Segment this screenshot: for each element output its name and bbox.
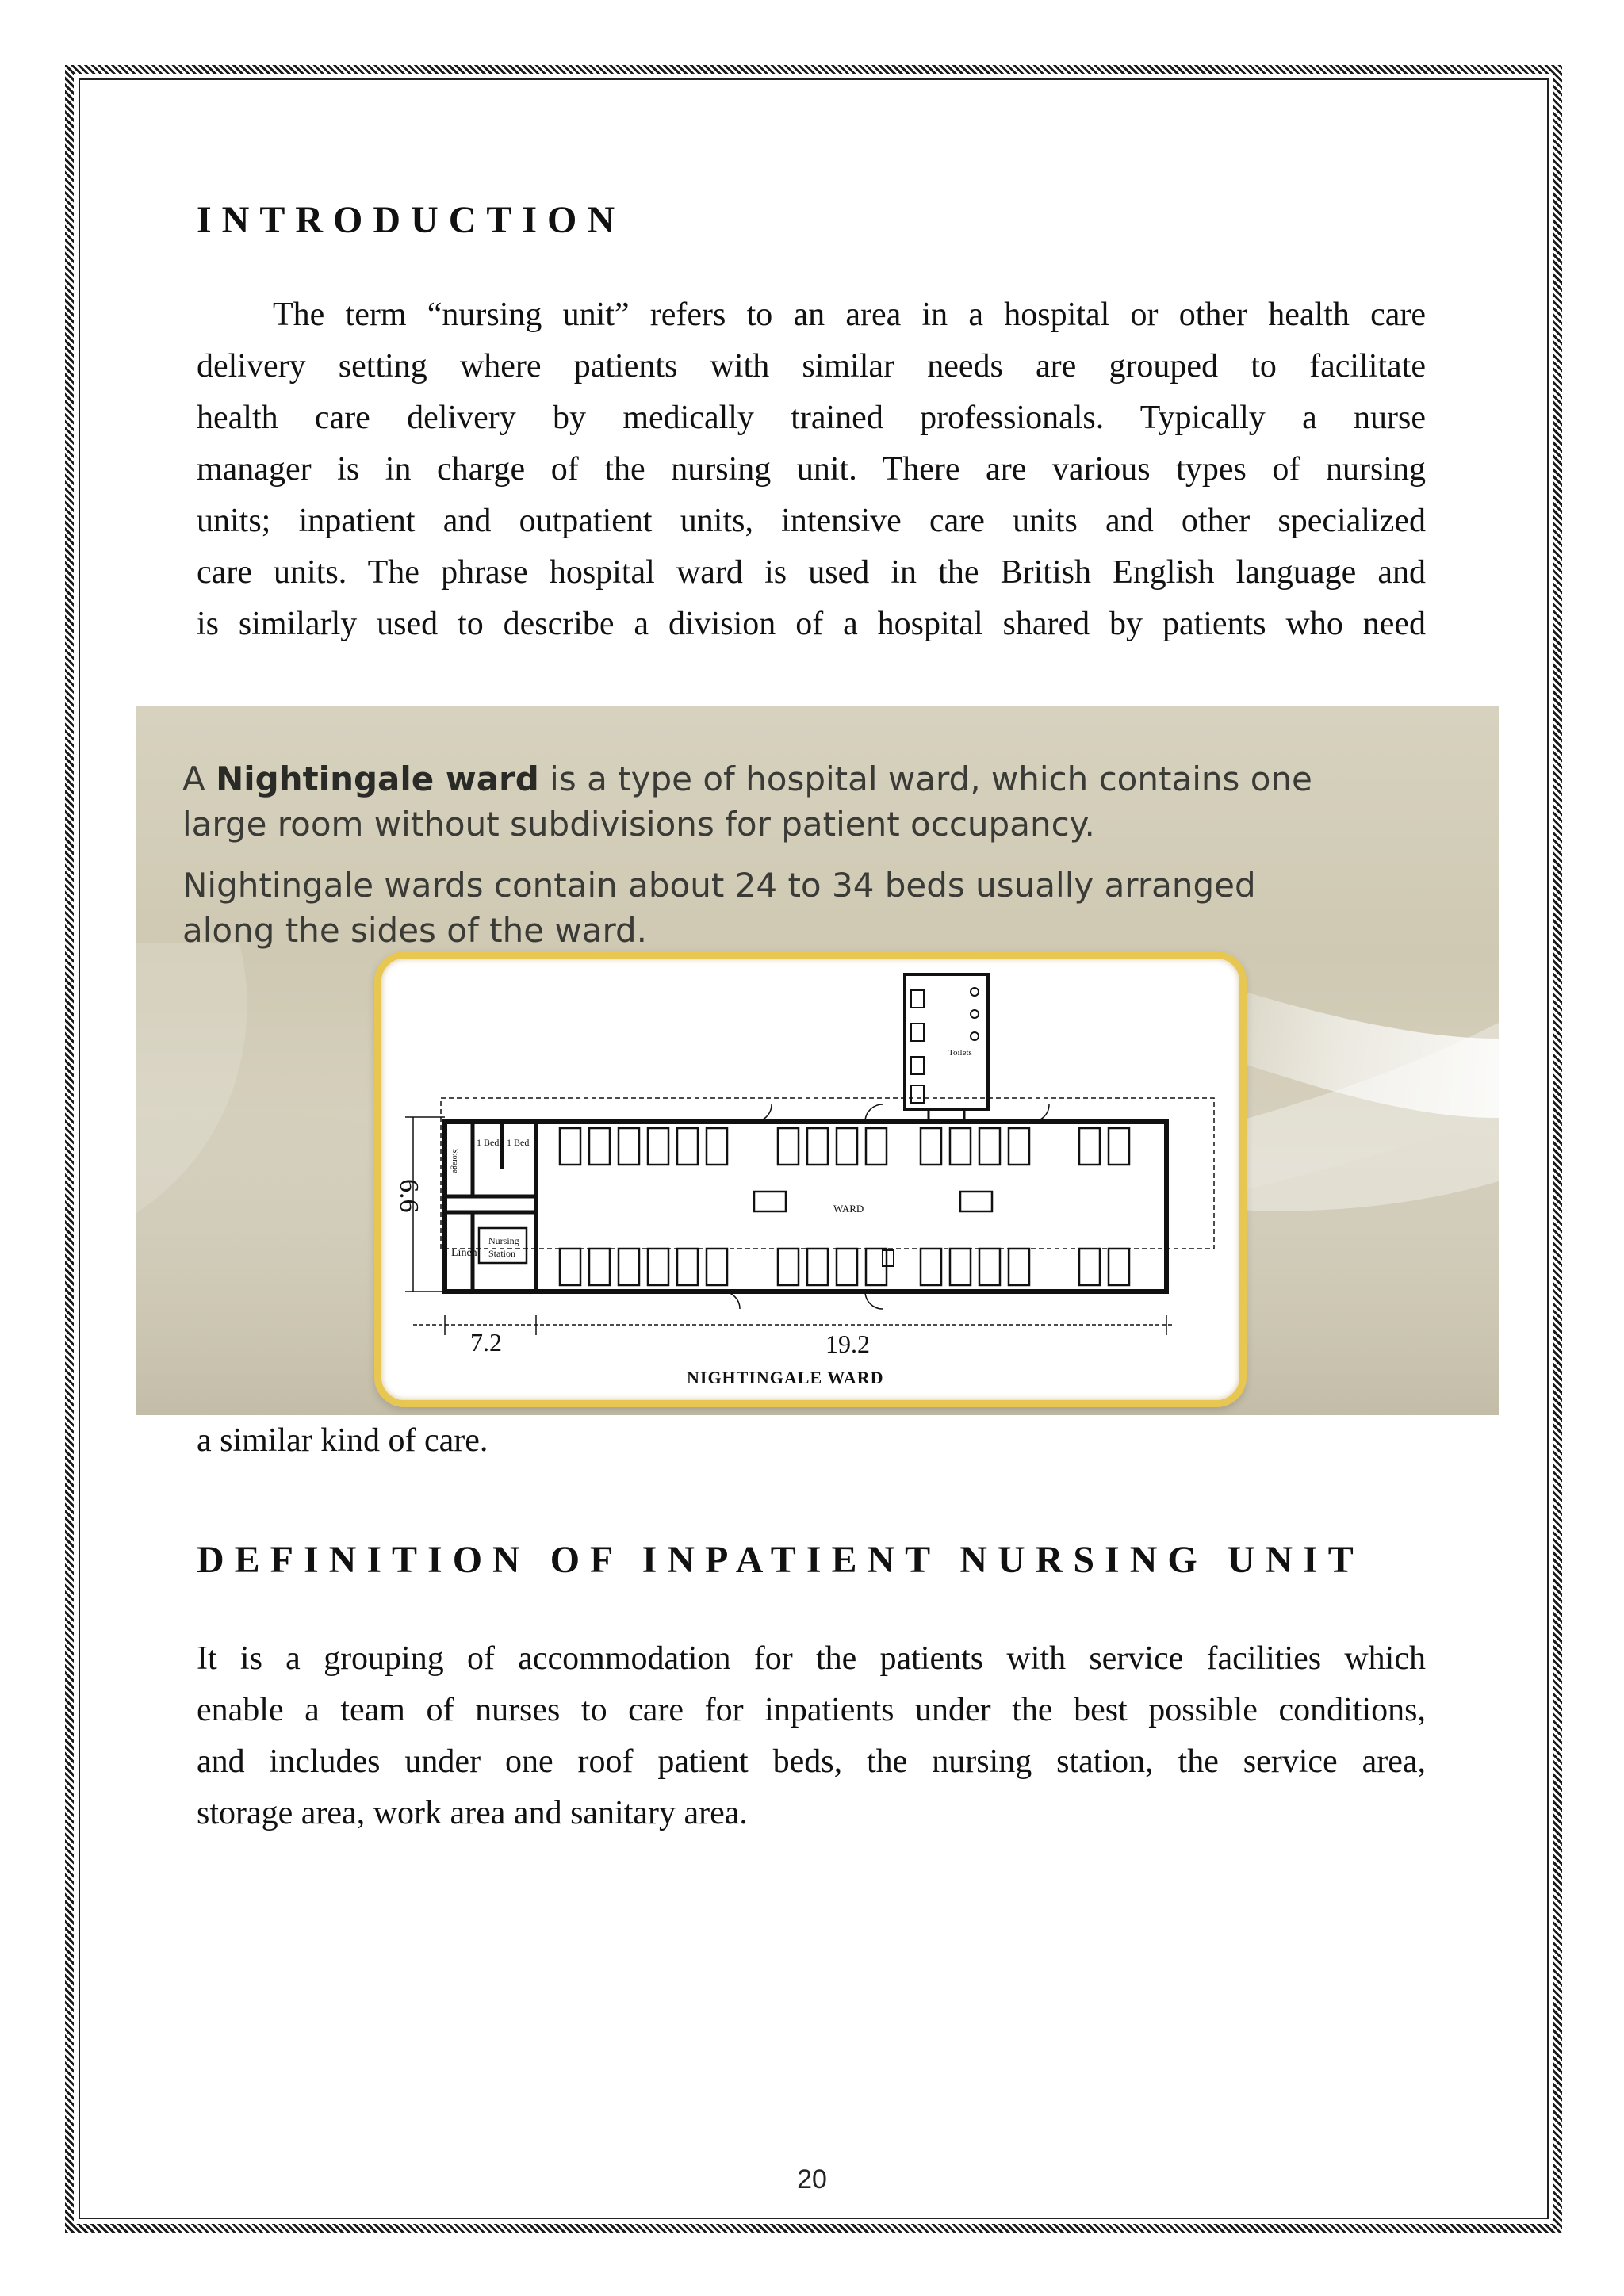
label-linen: Linen xyxy=(451,1247,477,1259)
ward-basin xyxy=(883,1250,894,1266)
bed-top xyxy=(950,1128,971,1165)
bed-top xyxy=(619,1128,639,1165)
beds-top-row xyxy=(560,1128,1129,1165)
label-ward: WARD xyxy=(833,1203,864,1215)
bed-top xyxy=(560,1128,580,1165)
bed-top xyxy=(807,1128,828,1165)
slide-line-3: Nightingale wards contain about 24 to 34 beds usually arranged xyxy=(182,866,1256,905)
intro-continuation: a similar kind of care. xyxy=(197,1422,488,1459)
label-nursing: Nursing xyxy=(488,1235,519,1246)
intro-line: units; inpatient and outpatient units, intensive care units and other specialized xyxy=(197,503,1426,539)
bed-bottom xyxy=(1009,1249,1029,1285)
bed-bottom xyxy=(1109,1249,1129,1285)
bed-top xyxy=(778,1128,799,1165)
bed-top xyxy=(677,1128,698,1165)
bed-bottom xyxy=(677,1249,698,1285)
dim-right-label: 19.2 xyxy=(825,1330,870,1358)
nightingale-ward-slide xyxy=(136,706,1499,1415)
definition-heading: DEFINITION OF INPATIENT NURSING UNIT xyxy=(197,1539,1364,1581)
slide-line-1 xyxy=(182,756,1312,802)
intro-line: delivery setting where patients with similar needs are grouped to facilitate xyxy=(197,348,1426,385)
bed-bottom xyxy=(921,1249,941,1285)
bed-top xyxy=(921,1128,941,1165)
bed-bottom xyxy=(837,1249,857,1285)
bed-top xyxy=(837,1128,857,1165)
bed-top xyxy=(1079,1128,1100,1165)
bed-top xyxy=(979,1128,1000,1165)
bed-bottom xyxy=(648,1249,668,1285)
definition-line: enable a team of nurses to care for inpatients under the best possible conditions, xyxy=(197,1692,1426,1728)
bed-bottom xyxy=(707,1249,727,1285)
bed-top xyxy=(648,1128,668,1165)
bed-bottom xyxy=(619,1249,639,1285)
definition-line: storage area, work area and sanitary area. xyxy=(197,1795,748,1831)
bed-top xyxy=(866,1128,887,1165)
plan-title: NIGHTINGALE WARD xyxy=(687,1368,884,1387)
definition-line: It is a grouping of accommodation for the patients with service facilities which xyxy=(197,1640,1426,1677)
bed-bottom xyxy=(589,1249,610,1285)
intro-line: manager is in charge of the nursing unit. There are various types of nursing xyxy=(197,451,1426,488)
bed-bottom xyxy=(1079,1249,1100,1285)
intro-line: is similarly used to describe a division of a hospital shared by patients who need xyxy=(197,606,1426,642)
beds-bottom-row xyxy=(560,1249,1129,1285)
ward-table-1 xyxy=(754,1192,786,1211)
bed-bottom xyxy=(778,1249,799,1285)
definition-line: and includes under one roof patient beds, the nursing station, the service area, xyxy=(197,1743,1426,1780)
dim-height-label: 6.6 xyxy=(394,1179,423,1213)
bed-top xyxy=(1109,1128,1129,1165)
slide-line-2: large room without subdivisions for patient occupancy. xyxy=(182,805,1095,844)
label-station: Station xyxy=(488,1248,516,1259)
bed-bottom xyxy=(560,1249,580,1285)
bed-top xyxy=(1009,1128,1029,1165)
bed-bottom xyxy=(979,1249,1000,1285)
intro-line: The term “nursing unit” refers to an area in a hospital or other health care xyxy=(273,297,1426,333)
page-number: 20 xyxy=(797,2164,827,2195)
intro-line: care units. The phrase hospital ward is used in the British English language and xyxy=(197,554,1426,591)
bed-top xyxy=(589,1128,610,1165)
label-bed-1: 1 Bed xyxy=(477,1137,500,1148)
intro-line: health care delivery by medically trained professionals. Typically a nurse xyxy=(197,400,1426,436)
bed-top xyxy=(707,1128,727,1165)
slide-line-1-bold: Nightingale ward xyxy=(216,760,539,798)
label-storage: Storage xyxy=(450,1149,459,1173)
bed-bottom xyxy=(807,1249,828,1285)
floor-plan-frame xyxy=(374,951,1247,1407)
toilet-fixtures xyxy=(911,988,979,1103)
label-bed-2: 1 Bed xyxy=(507,1137,530,1148)
slide-line-1-prefix: A xyxy=(182,760,216,798)
label-toilets: Toilets xyxy=(948,1048,972,1058)
floor-plan-drawing xyxy=(381,959,1239,1400)
dim-left-label: 7.2 xyxy=(470,1328,502,1357)
slide-line-4: along the sides of the ward. xyxy=(182,911,648,950)
bed-bottom xyxy=(950,1249,971,1285)
ward-outer-wall xyxy=(445,1122,1166,1292)
intro-heading: INTRODUCTION xyxy=(197,199,626,241)
slide-line-1-rest: is a type of hospital ward, which contains one xyxy=(538,760,1312,798)
ward-table-2 xyxy=(960,1192,992,1211)
